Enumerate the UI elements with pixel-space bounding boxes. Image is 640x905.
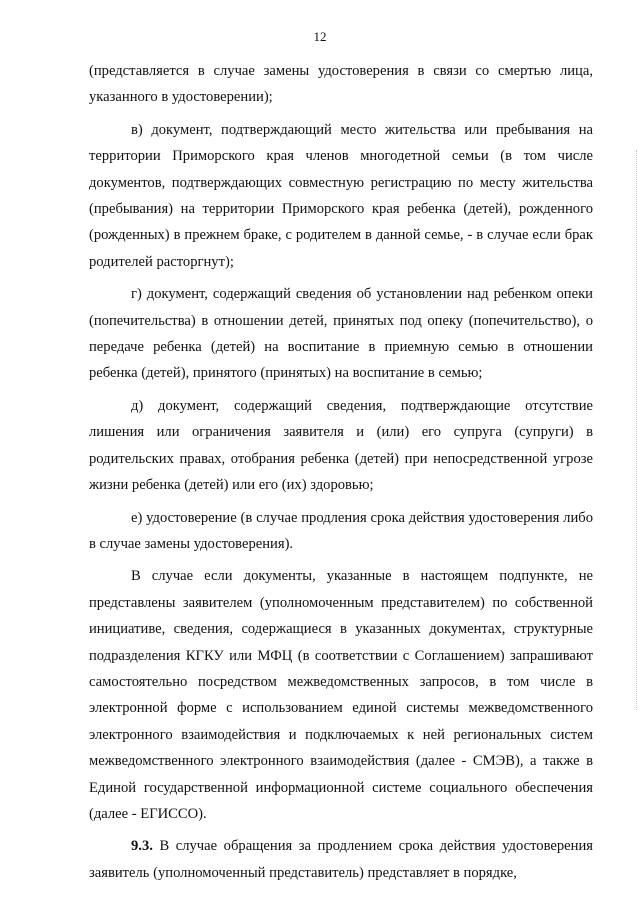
paragraph-item-d: д) документ, содержащий сведения, подтверждающие отсутствие лишения или ограничения заявителя и (или) его супруга (супруги) в родительских правах, отобрания ребенка (детей) при непосредственной угрозе жизни ребенка (детей) или его (их) здоровью; [89, 397, 593, 494]
scan-margin-line [635, 150, 637, 710]
clause-number: 9.3. [131, 838, 153, 855]
paragraph-item-g: г) документ, содержащий сведения об установлении над ребенком опеки (попечительства) в отношении детей, принятых под опеку (попечительство), о передаче ребенка (детей) на воспитание в приемную семью в отношении ребенка (детей), принятого (принятых) на воспитание в семью; [89, 286, 593, 382]
paragraph-item-e: е) удостоверение (в случае продления срока действия удостоверения либо в случае замены удостоверения). [89, 509, 593, 552]
paragraph-smev: В случае если документы, указанные в настоящем подпункте, не представлены заявителем (уполномоченным представителем) по собственной инициативе, сведения, содержащиеся в указанных документах, структурные подразделения КГКУ или МФЦ (в соответствии с Соглашением) запрашивают самостоятельно посредством межведомственных запросов, в том числе в электронной форме с использованием единой системы межведомственного электронного взаимодействия и подключаемых к ней региональных систем межведомственного электронного взаимодействия (далее - СМЭВ), а также в Единой государственной информационной системе социального обеспечения (далее - ЕГИССО). [89, 568, 593, 822]
paragraph-item-v: в) документ, подтверждающий место жительства или пребывания на территории Приморского края членов многодетной семьи (в том числе документов, подтверждающих совместную регистрацию по месту жительства (пребывания) на территории Приморского края ребенка (детей), рожденного (рожденных) в прежнем браке, с родителем в данной семье, - в случае если брак родителей расторгнут); [89, 121, 593, 270]
paragraph-9-3 [89, 833, 593, 886]
clause-text: В случае обращения за продлением срока действия удостоверения заявитель (уполномоченный представитель) представляет в порядке, [89, 838, 593, 881]
paragraph-continuation: (представляется в случае замены удостоверения в связи со смертью лица, указанного в удостоверении); [89, 63, 593, 106]
page-number: 12 [313, 29, 327, 44]
document-body [89, 58, 593, 886]
